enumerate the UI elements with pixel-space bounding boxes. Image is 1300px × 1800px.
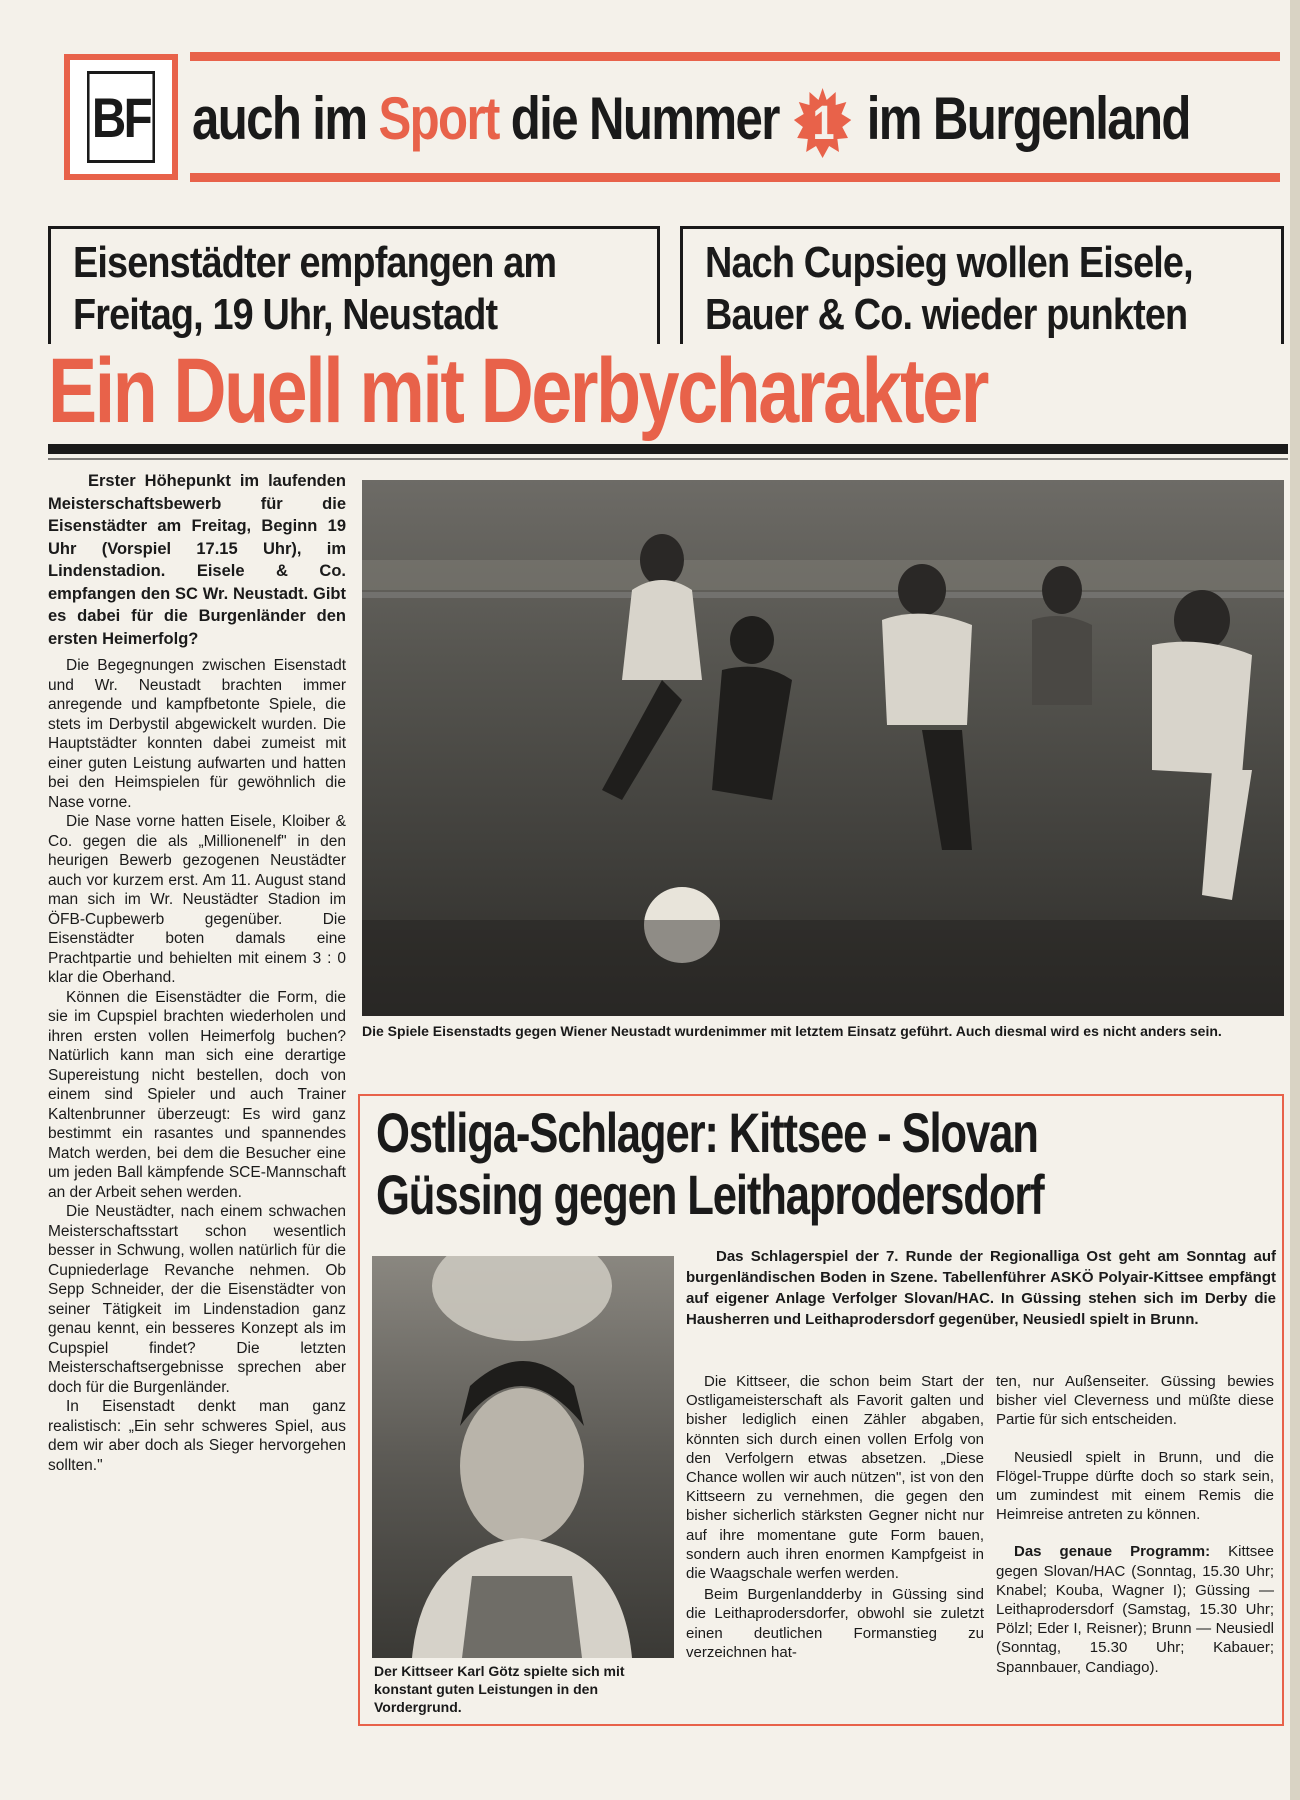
- slogan-sport: Sport: [378, 84, 499, 152]
- story-ostliga-column-1: [686, 1372, 984, 1664]
- page-edge: [1290, 0, 1300, 1800]
- story-ostliga-headline: [376, 1102, 1276, 1226]
- masthead-slogan: [192, 78, 1282, 164]
- program-paragraph: [996, 1542, 1274, 1676]
- story-ostliga-headline-line1: Ostliga-Schlager: Kittsee - Slovan: [376, 1101, 1038, 1164]
- article-paragraph: In Eisenstadt denkt man ganz realistisch: „Ein sehr schweres Spiel, aus dem wir aber doch als Sieger hervorgehen sollten.": [48, 1398, 346, 1474]
- number-one-badge: [794, 88, 851, 158]
- goetz-photo: [372, 1256, 674, 1658]
- story-ostliga-paragraph: ten, nur Außenseiter. Güssing bewies bisher viel Cleverness und müßte diese Partie für sich entscheiden.: [996, 1373, 1274, 1429]
- slogan-pre: auch im: [192, 84, 379, 152]
- kicker-left-line2: Freitag, 19 Uhr, Neustadt: [73, 290, 498, 339]
- main-headline-text: Ein Duell mit Derbycharakter: [48, 340, 988, 442]
- kicker-right-line1: Nach Cupsieg wollen Eisele,: [705, 238, 1193, 287]
- match-photo: [362, 480, 1284, 1016]
- story-ostliga: [358, 1094, 1284, 1726]
- article-lead: Erster Höhepunkt im laufenden Meisterschaftsbewerb für die Eisenstädter am Freitag, Beginn 19 Uhr (Vorspiel 17.15 Uhr), im Lindenstadion. Eisele & Co. empfangen den SC Wr. Neustadt. Gibt es dabei für die Burgenländer den ersten Heimerfolg?: [48, 472, 346, 648]
- article-left-column: [48, 470, 346, 1475]
- program-label: Das genaue Programm:: [1014, 1543, 1211, 1561]
- story-ostliga-paragraph: Beim Burgenlandderby in Güssing sind die Leithaprodersdorfer, obwohl sie zuletzt einen deutlichen Formanstieg zu verzeichnen hat-: [686, 1586, 984, 1661]
- article-paragraph: Können die Eisenstädter die Form, die sie im Cupspiel brachten wiederholen und ihren ersten vollen Heimerfolg buchen? Natürlich kann man sich eine derartige Supereistung nicht bestellen, doch von einem sind Spieler und auch Trainer Kaltenbrunner überzeugt: Es wird ganz bestimmt ein rasantes und spannendes Match werden, bei dem die Besucher eine um jeden Ball kämpfende SCE-Mannschaft an der Arbeit sehen werden.: [48, 988, 346, 1201]
- bf-logo: [64, 54, 178, 180]
- story-ostliga-headline-line2: Güssing gegen Leithaprodersdorf: [376, 1163, 1044, 1226]
- article-paragraph: Die Nase vorne hatten Eisele, Kloiber & Co. gegen die als „Millionenelf" in den heurigen Bewerb gezogenen Neustädter auch vor kurzem erst. Am 11. August stand man sich im Wr. Neustädter Stadion im ÖFB-Cupbewerb gegenüber. Die Eisenstädter boten damals eine Prachtpartie und behielten mit einem 3 : 0 klar die Oberhand.: [48, 813, 346, 986]
- slogan-mid: die Nummer: [498, 84, 779, 152]
- masthead-rule-bottom: [190, 173, 1280, 182]
- headline-rule-thin: [48, 458, 1288, 460]
- kicker-right-line2: Bauer & Co. wieder punkten: [705, 290, 1188, 339]
- story-ostliga-intro: Das Schlagerspiel der 7. Runde der Regionalliga Ost geht am Sonntag auf burgenländischen Boden in Szene. Tabellenführer ASKÖ Polyair-Kittsee empfängt auf eigener Anlage Verfolger Slovan/HAC. In Güssing stehen sich im Derby die Hausherren und Leithaprodersdorf gegenüber, Neusiedl spielt in Brunn.: [686, 1248, 1276, 1328]
- article-paragraph: Die Neustädter, nach einem schwachen Meisterschaftsstart schon wesentlich besser in Schwung, wollen natürlich für die Cupniederlage Revanche nehmen. Ob Sepp Schneider, der die Eisenstädter von seiner Tätigkeit im Lindenstadion ganz genau kennt, ein besseres Konzept als im Cupspiel findet? Die letzten Meisterschaftsergebnisse sprechen aber doch für die Burgenländer.: [48, 1203, 346, 1396]
- kicker-right: [680, 226, 1284, 344]
- slogan-post: im Burgenland: [866, 84, 1190, 152]
- masthead-rule-top: [190, 52, 1280, 61]
- bf-logo-text: BF: [87, 71, 155, 163]
- badge-number: 1: [812, 96, 833, 150]
- kicker-left-line1: Eisenstädter empfangen am: [73, 238, 557, 287]
- story-ostliga-column-2: [996, 1372, 1274, 1679]
- kicker-left: [48, 226, 660, 344]
- headline-rule: [48, 444, 1288, 454]
- story-ostliga-paragraph: Neusiedl spielt in Brunn, und die Flögel-Truppe dürfte doch so stark sein, um zumindest mit einem Remis die Heimreise antreten zu können.: [996, 1448, 1274, 1524]
- main-headline: [48, 342, 1288, 440]
- match-photo-caption: Die Spiele Eisenstadts gegen Wiener Neustadt wurdenimmer mit letztem Einsatz geführt. Auch diesmal wird es nicht anders sein.: [362, 1023, 1222, 1039]
- story-ostliga-paragraph: Die Kittseer, die schon beim Start der Ostligameisterschaft als Favorit galten und bisher lediglich einen Zähler abgaben, könnten sich durch einen vollen Erfolg von den Verfolgern etwas absetzen. „Diese Chance wollen wir auch nützen", ist von den Kittseern zu vernehmen, die gegen den bisher sicherlich stärksten Gegner nicht nur auf ihre momentane gute Form bauen, sondern auch ihren enormen Kampfgeist in die Waagschale werfen werden.: [686, 1373, 984, 1583]
- goetz-photo-caption: Der Kittseer Karl Götz spielte sich mit konstant guten Leistungen in den Vordergrund.: [374, 1663, 625, 1715]
- article-paragraph: Die Begegnungen zwischen Eisenstadt und Wr. Neustadt brachten immer anregende und kampfbetonte Spiele, die stets im Derbystil abgewickelt wurden. Die Hauptstädter konnten dabei zumeist mit einer guten Leistung aufwarten und hatten bei den Heimspielen für gewöhnlich die Nase vorne.: [48, 657, 346, 811]
- program-text: Kittsee gegen Slovan/HAC (Sonntag, 15.30 Uhr; Knabel; Kouba, Wagner I); Güssing — Leithaprodersdorf (Samstag, 15.30 Uhr; Pölzl; Eder I, Reisner); Brunn — Neusiedl (Sonntag, 15.30 Uhr; Kabauer; Spannbauer, Candiago).: [996, 1543, 1274, 1676]
